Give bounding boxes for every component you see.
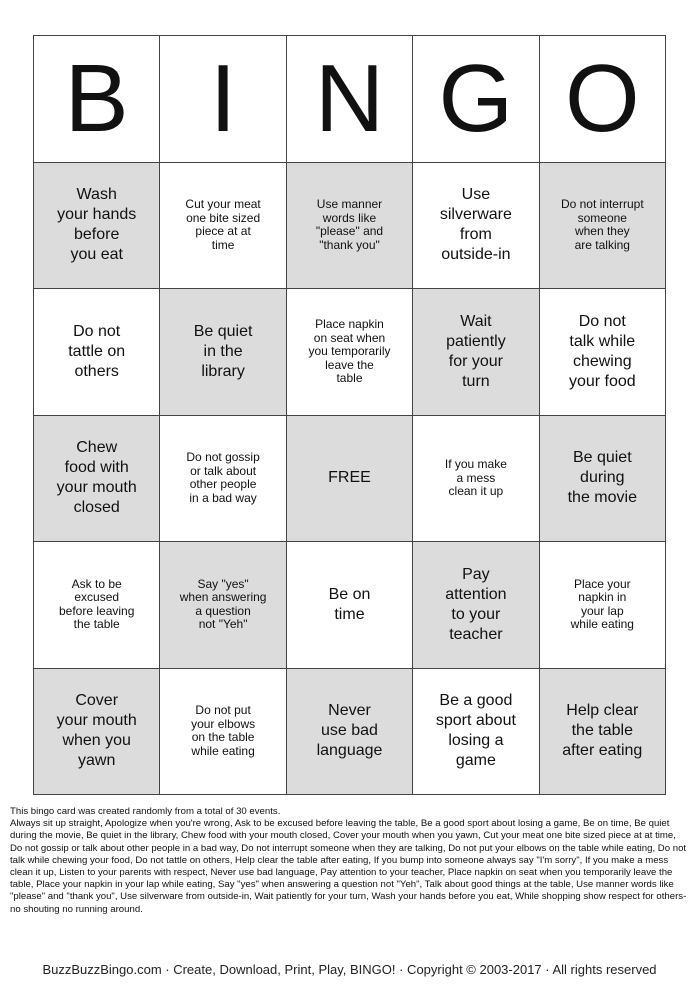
bingo-cell-text: Use manner words like "please" and "thank you" — [315, 197, 384, 252]
bingo-cell — [287, 416, 413, 543]
bingo-cell — [413, 163, 539, 290]
bingo-cell — [413, 669, 539, 796]
header-letter: N — [287, 36, 413, 163]
bingo-cell — [160, 669, 286, 796]
bingo-cell-text: Be a good sport about losing a game — [435, 692, 516, 770]
description-events: Always sit up straight, Apologize when you're wrong, Ask to be excused before leaving the table, Be a good sport about losing a game, Be on time, Be quiet during the movie, Be quiet in the library, Chew food with your mouth closed, Cover your mouth when you yawn, Cut your meat one bite sized piece at at time, Do not gossip or talk about other people in a bad way, Do not interrupt someone when they are talking, Do not put your elbows on the table while eating, Do not talk while chewing your food, Do not tattle on others, Help clear the table after eating, If you bump into someone always say "I'm sorry", If you make a mess clean it up, Listen to your parents with respect, Never use bad language, Pay attention to your teacher, Place napkin on seat when you temporarily leave the table, Place your napkin in your lap while eating, Say "yes" when answering a question not "Yeh", Talk about good things at the table, Use manner words like "please" and "thank you", Use silverware from outside-in, Wait patiently for your turn, Wash your hands before you eat, While shopping show respect for others-no shouting no running around. — [10, 818, 687, 915]
bingo-cell-text: Do not interrupt someone when they are talking — [560, 197, 644, 252]
bingo-cell — [160, 542, 286, 669]
bingo-cell — [34, 669, 160, 796]
bingo-cell-text: Be quiet in the library — [193, 322, 253, 380]
description-intro: This bingo card was created randomly from a total of 30 events. — [10, 806, 281, 817]
bingo-cell — [34, 289, 160, 416]
bingo-cell — [287, 289, 413, 416]
bingo-cell — [540, 542, 666, 669]
bingo-cell — [34, 542, 160, 669]
bingo-cell-text: Use silverware from outside-in — [439, 186, 512, 264]
bingo-cell-text: Wait patiently for your turn — [446, 312, 506, 390]
bingo-card-grid — [33, 35, 666, 795]
bingo-cell-text: Wash your hands before you eat — [57, 186, 137, 264]
bingo-cell-text: Do not tattle on others — [68, 322, 126, 380]
bingo-cell-text: Place napkin on seat when you temporarily leave the table — [308, 317, 391, 385]
bingo-cell — [34, 416, 160, 543]
header-letter: G — [413, 36, 539, 163]
bingo-cell-text: Place your napkin in your lap while eating — [570, 576, 634, 632]
bingo-cell-text: FREE — [328, 469, 371, 487]
bingo-cell-text: Be quiet during the movie — [567, 449, 637, 507]
bingo-cell — [540, 163, 666, 290]
bingo-cell-text: Do not talk while chewing your food — [568, 312, 636, 390]
bingo-cell-text: Do not put your elbows on the table while eating — [191, 703, 256, 758]
header-letter: B — [34, 36, 160, 163]
bingo-cell-text: Ask to be excused before leaving the table — [59, 576, 135, 632]
bingo-cell — [34, 163, 160, 290]
bingo-cell-text: Never use bad language — [316, 702, 383, 760]
bingo-cell-text: If you make a mess clean it up — [444, 457, 507, 498]
bingo-cell — [160, 416, 286, 543]
bingo-cell-text: Say "yes" when answering a question not "Yeh" — [179, 576, 267, 632]
bingo-cell — [413, 416, 539, 543]
card-description — [10, 806, 690, 916]
bingo-cell-text: Help clear the table after eating — [562, 702, 643, 760]
bingo-cell-text: Cover your mouth when you yawn — [56, 692, 137, 770]
bingo-cell — [287, 542, 413, 669]
bingo-cell — [413, 289, 539, 416]
bingo-cell-text: Chew food with your mouth closed — [56, 439, 137, 517]
bingo-cell — [413, 542, 539, 669]
header-letter: I — [160, 36, 286, 163]
bingo-cell-text: Do not gossip or talk about other people in a bad way — [186, 450, 260, 505]
bingo-cell-text: Cut your meat one bite sized piece at at time — [185, 197, 261, 252]
bingo-cell-text: Pay attention to your teacher — [445, 565, 507, 643]
bingo-cell — [540, 669, 666, 796]
bingo-cell-text: Be on time — [328, 585, 371, 623]
bingo-cell — [160, 163, 286, 290]
bingo-cell — [540, 416, 666, 543]
header-letter: O — [540, 36, 666, 163]
bingo-cell — [540, 289, 666, 416]
bingo-cell — [287, 163, 413, 290]
bingo-cell — [287, 669, 413, 796]
bingo-cell — [160, 289, 286, 416]
footer-copyright: BuzzBuzzBingo.com · Create, Download, Print, Play, BINGO! · Copyright © 2003-2017 · All rights reserved — [42, 962, 657, 977]
